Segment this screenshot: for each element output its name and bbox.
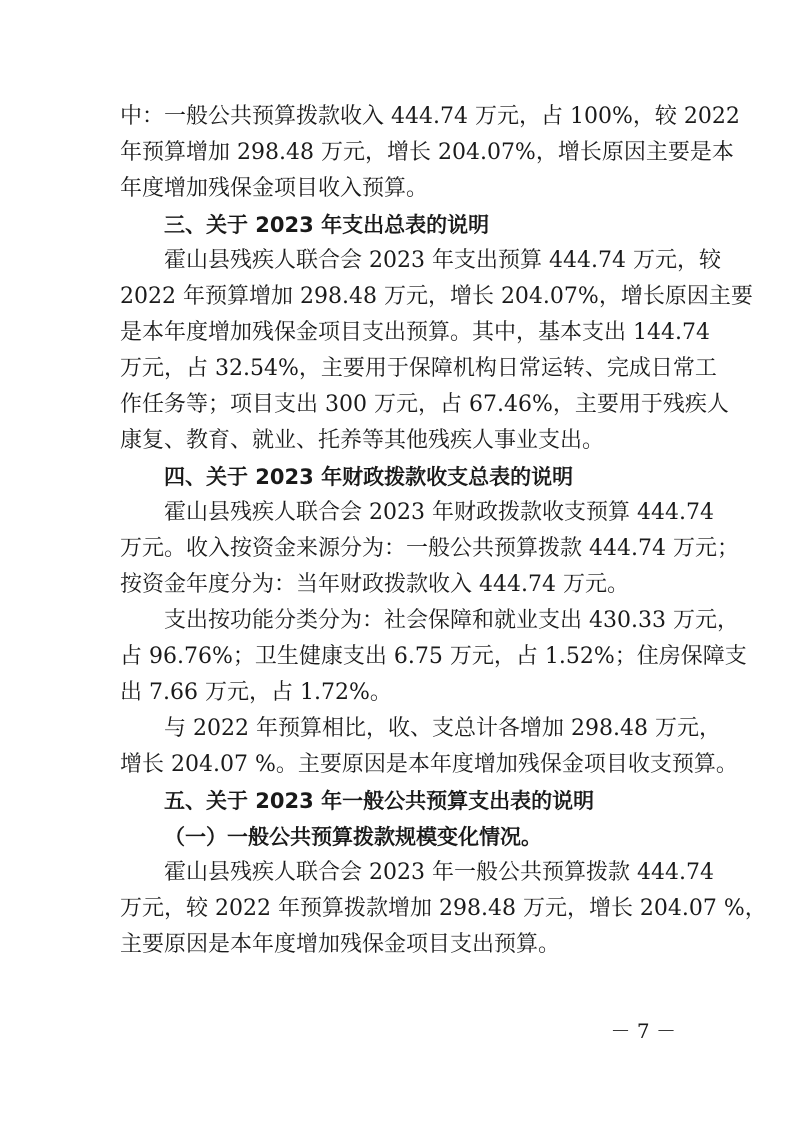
text-line: 出 7.66 万元，占 1.72%。 [120, 680, 392, 705]
text-line: 年度增加残保金项目收入预算。 [120, 176, 429, 201]
text-line: 作任务等；项目支出 300 万元，占 67.46%，主要用于残疾人 [120, 392, 729, 417]
text-line: 是本年度增加残保金项目支出预算。其中，基本支出 144.74 [120, 320, 710, 345]
section-heading: 五、关于 2023 年一般公共预算支出表的说明 [164, 789, 595, 813]
section-heading: 四、关于 2023 年财政拨款收支总表的说明 [164, 465, 574, 489]
subsection-heading: （一）一般公共预算拨款规模变化情况。 [164, 824, 542, 849]
text-line: 年预算增加 298.48 万元，增长 204.07%，增长原因主要是本 [120, 140, 734, 165]
text-line: 按资金年度分为：当年财政拨款收入 444.74 万元。 [120, 572, 629, 597]
page-number: － 7 － [610, 1019, 676, 1043]
text-line: 增长 204.07 %。主要原因是本年度增加残保金项目收支预算。 [120, 752, 738, 777]
text-line: 霍山县残疾人联合会 2023 年一般公共预算拨款 444.74 [164, 860, 714, 885]
text-line: 万元，占 32.54%，主要用于保障机构日常运转、完成日常工 [120, 356, 717, 381]
text-line: 万元，较 2022 年预算拨款增加 298.48 万元，增长 204.07 %， [120, 896, 767, 921]
text-line: 主要原因是本年度增加残保金项目支出预算。 [120, 932, 561, 957]
document-page [120, 99, 767, 963]
text-line: 中：一般公共预算拨款收入 444.74 万元，占 100%，较 2022 [120, 104, 740, 129]
document-body [120, 99, 767, 963]
text-line: 与 2022 年预算相比，收、支总计各增加 298.48 万元， [164, 716, 721, 741]
text-line: 占 96.76%；卫生健康支出 6.75 万元，占 1.52%；住房保障支 [120, 644, 747, 669]
text-line: 2022 年预算增加 298.48 万元，增长 204.07%，增长原因主要 [120, 284, 753, 309]
text-line: 霍山县残疾人联合会 2023 年支出预算 444.74 万元，较 [164, 248, 721, 273]
section-heading: 三、关于 2023 年支出总表的说明 [164, 213, 490, 237]
text-line: 万元。收入按资金来源分为：一般公共预算拨款 444.74 万元； [120, 536, 739, 561]
text-line: 康复、教育、就业、托养等其他残疾人事业支出。 [120, 428, 605, 453]
text-line: 霍山县残疾人联合会 2023 年财政拨款收支预算 444.74 [164, 500, 714, 525]
text-line: 支出按功能分类分为：社会保障和就业支出 430.33 万元， [164, 608, 739, 633]
